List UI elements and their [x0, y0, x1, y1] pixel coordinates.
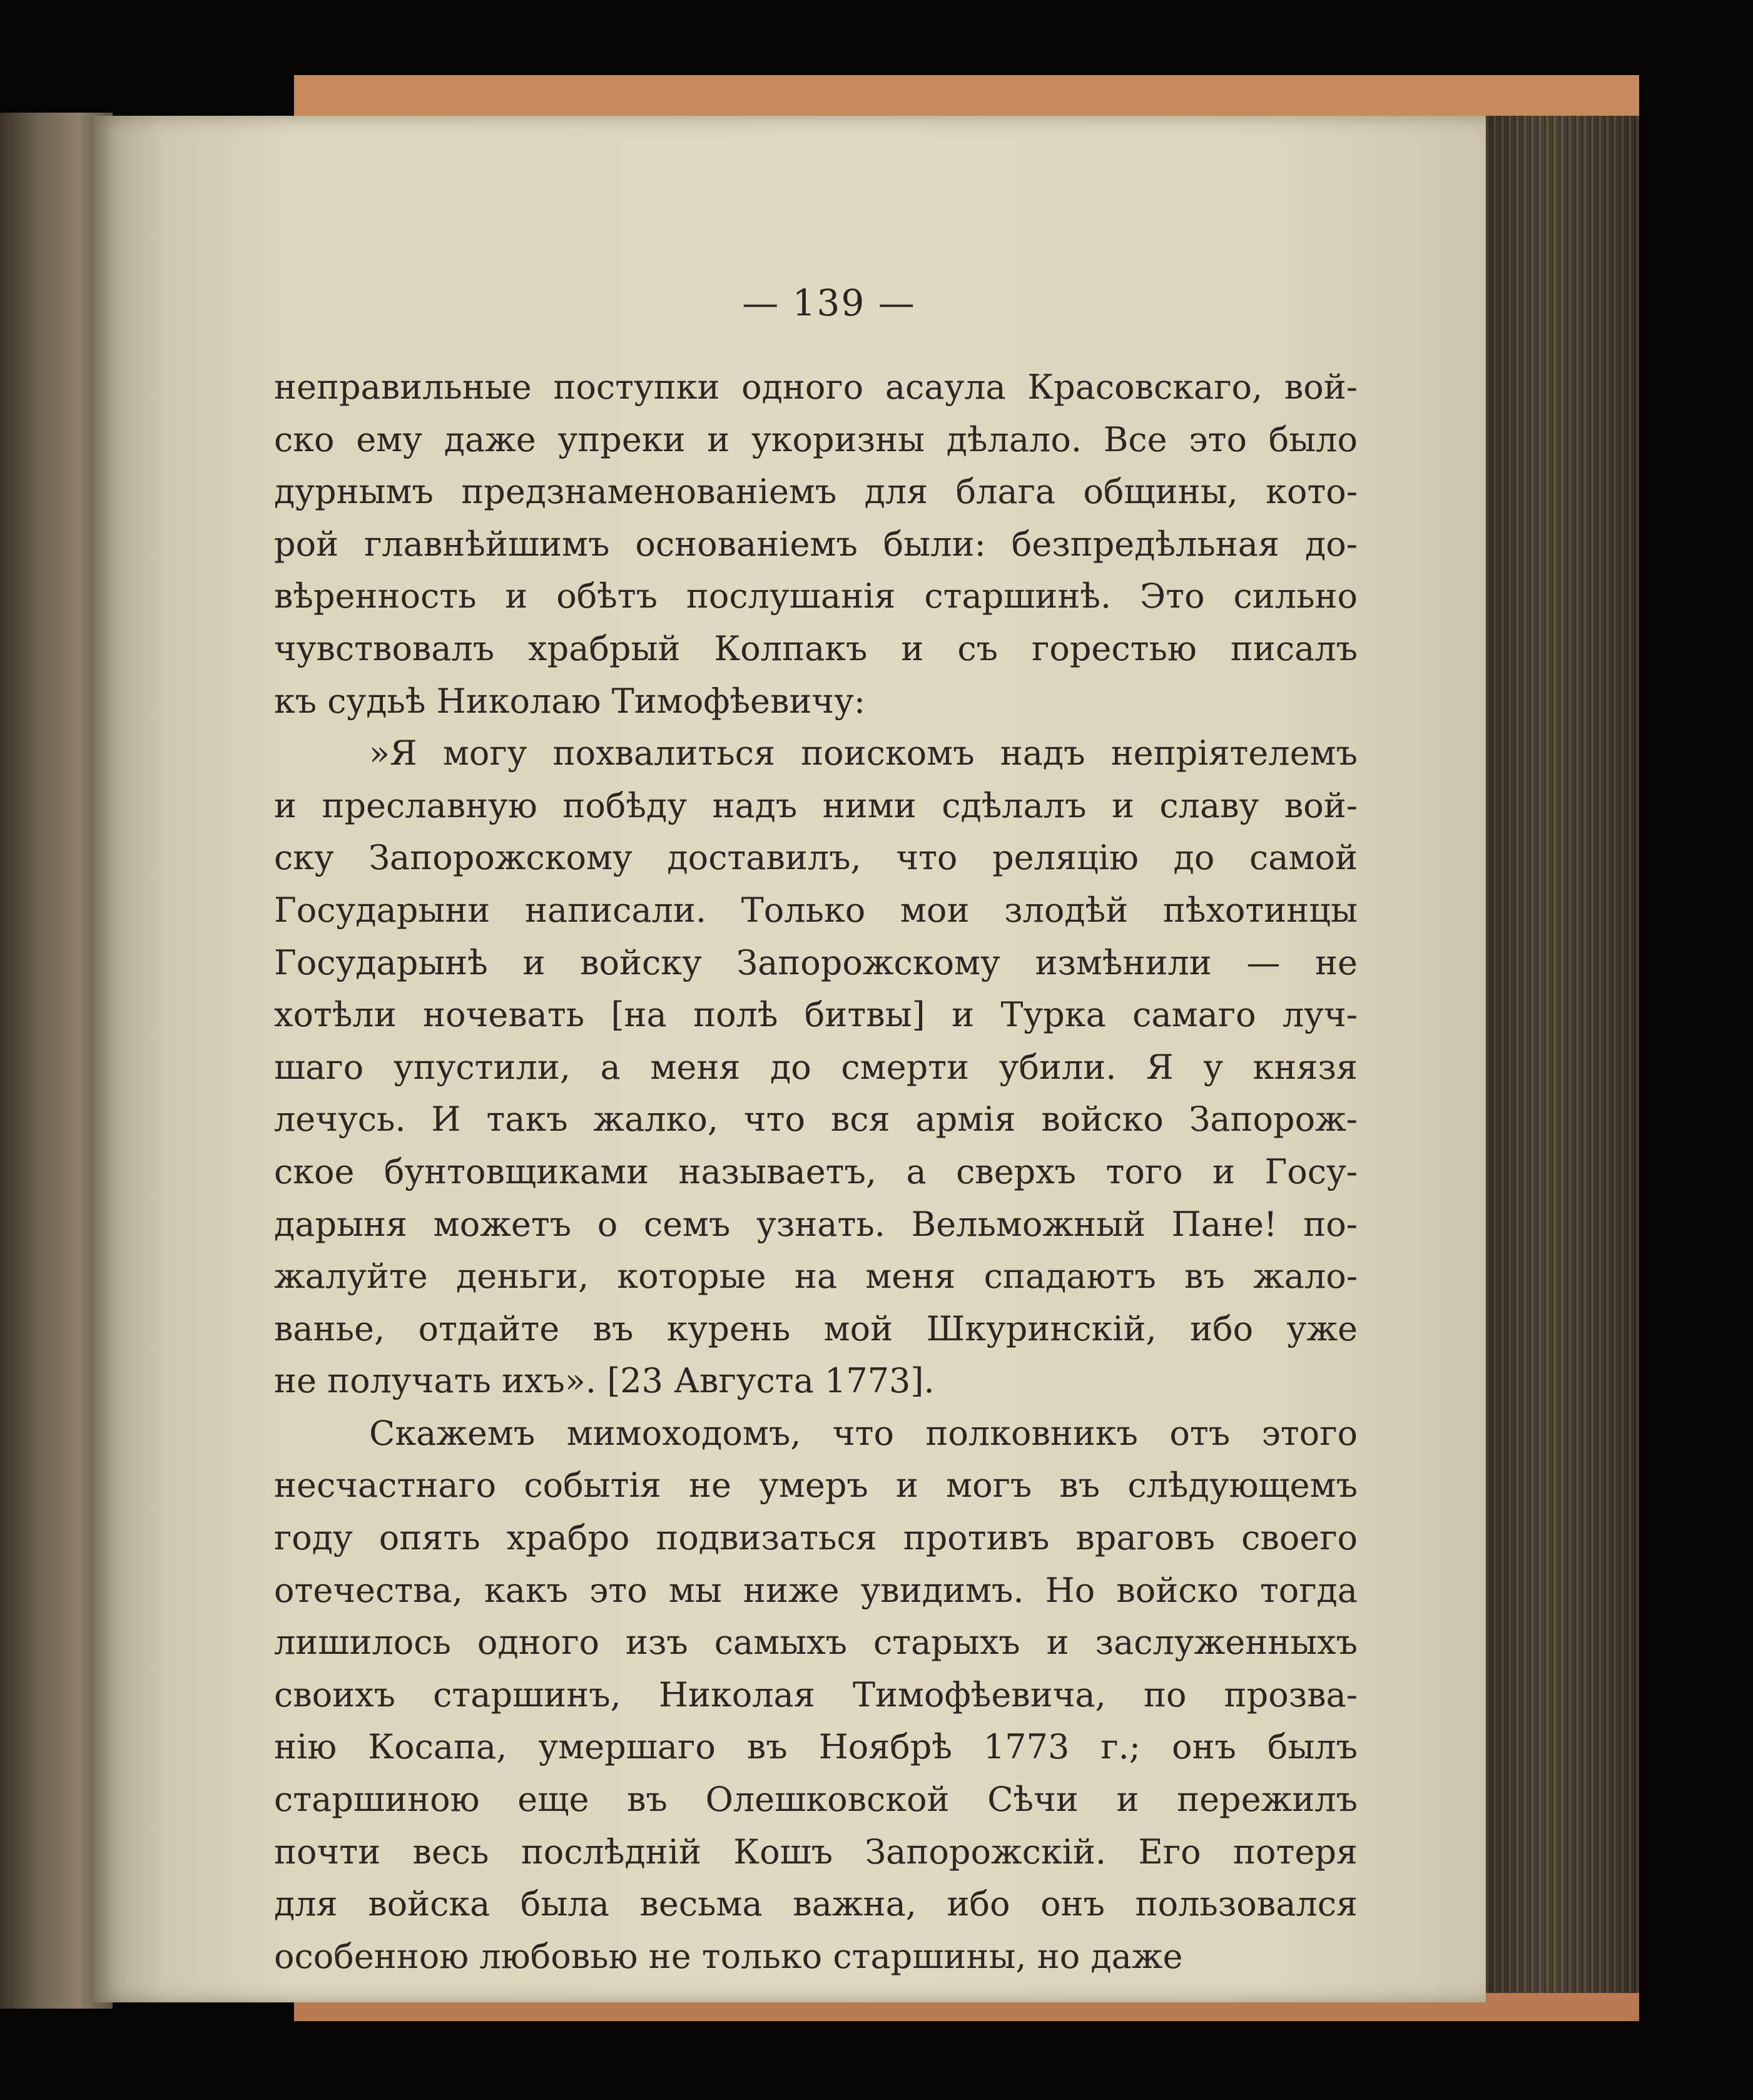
- page-number: — 139 —: [742, 282, 916, 324]
- text-line: несчастнаго событія не умеръ и могъ въ слѣдующемъ: [274, 1465, 1358, 1506]
- text-line: къ судьѣ Николаю Тимофѣевичу:: [274, 681, 866, 721]
- text-line: нію Косапа, умершаго въ Ноябрѣ 1773 г.; онъ былъ: [274, 1727, 1358, 1767]
- text-line: рой главнѣйшимъ основаніемъ были: безпредѣльная до-: [274, 524, 1358, 564]
- text-line: ску Запорожскому доставилъ, что реляцію до самой: [274, 838, 1358, 878]
- text-line: чувствовалъ храбрый Колпакъ и съ горестью писалъ: [274, 628, 1358, 668]
- text-line: Государыни написали. Только мои злодѣй пѣхотинцы: [274, 890, 1358, 930]
- text-line: и преславную побѣду надъ ними сдѣлалъ и славу вой-: [274, 785, 1358, 825]
- text-line: Скажемъ мимоходомъ, что полковникъ отъ этого: [369, 1413, 1358, 1453]
- text-line: отечества, какъ это мы ниже увидимъ. Но войско тогда: [274, 1570, 1358, 1610]
- text-line: лишилось одного изъ самыхъ старыхъ и заслуженныхъ: [274, 1623, 1358, 1663]
- text-line: году опять храбро подвизаться противъ враговъ своего: [274, 1518, 1358, 1558]
- text-line: ское бунтовщиками называетъ, а сверхъ того и Госу-: [274, 1151, 1358, 1191]
- paragraph: [274, 727, 1358, 1407]
- paragraph: [274, 361, 1358, 727]
- text-line: дурнымъ предзнаменованіемъ для блага общины, кото-: [274, 472, 1358, 512]
- text-line: ско ему даже упреки и укоризны дѣлало. Все это было: [274, 419, 1358, 459]
- text-line: не получать ихъ». [23 Августа 1773].: [274, 1361, 935, 1401]
- text-line: для войска была весьма важна, ибо онъ пользовался: [274, 1884, 1358, 1924]
- paragraph: [274, 1407, 1358, 1983]
- book-page: [94, 116, 1486, 2002]
- text-line: »Я могу похвалиться поискомъ надъ непріятелемъ: [369, 733, 1358, 773]
- text-line: особенною любовью не только старшины, но даже: [274, 1936, 1183, 1976]
- text-line: дарыня можетъ о семъ узнать. Вельможный Пане! по-: [274, 1204, 1358, 1244]
- text-line: своихъ старшинъ, Николая Тимофѣевича, по прозва-: [274, 1674, 1358, 1715]
- text-line: почти весь послѣдній Кошъ Запорожскій. Его потеря: [274, 1832, 1358, 1872]
- text-line: хотѣли ночевать [на полѣ битвы] и Турка самаго луч-: [274, 995, 1358, 1035]
- text-line: старшиною еще въ Олешковской Сѣчи и пережилъ: [274, 1780, 1358, 1820]
- page-text: [274, 361, 1358, 1982]
- text-line: Государынѣ и войску Запорожскому измѣнили — не: [274, 942, 1358, 982]
- page-stack-shadow: [1476, 116, 1639, 1993]
- text-line: ванье, отдайте въ курень мой Шкуринскій, ибо уже: [274, 1308, 1358, 1348]
- text-line: жалуйте деньги, которые на меня спадаютъ въ жало-: [274, 1256, 1358, 1297]
- text-line: вѣренность и обѣтъ послушанія старшинѣ. Это сильно: [274, 576, 1358, 616]
- text-line: лечусь. И такъ жалко, что вся армія войско Запорож-: [274, 1099, 1358, 1139]
- text-line: шаго упустили, а меня до смерти убили. Я у князя: [274, 1047, 1358, 1087]
- text-line: неправильные поступки одного асаула Красовскаго, вой-: [274, 367, 1358, 407]
